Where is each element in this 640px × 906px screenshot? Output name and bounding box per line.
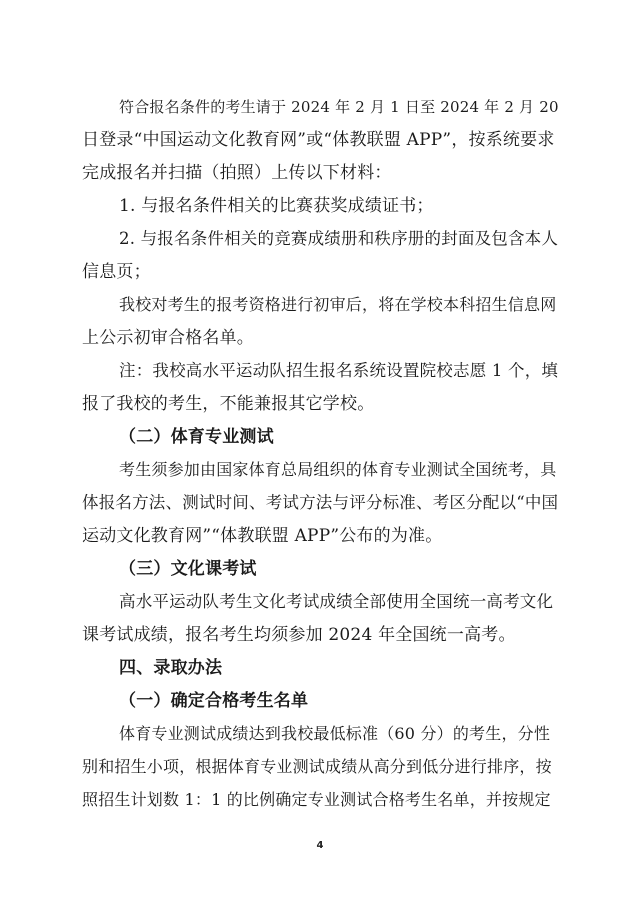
paragraph-sports-test-line-2: 体报名方法、测试时间、考试方法与评分标准、考区分配以“中国 [82, 493, 559, 512]
paragraph-registration-line-3: 完成报名并扫描（拍照）上传以下材料： [82, 163, 392, 183]
paragraph-registration-line-2: 日登录“中国运动文化教育网”或“体教联盟 APP”，按系统要求 [82, 130, 555, 150]
paragraph-sports-test-line-3: 运动文化教育网”“体教联盟 APP”公布的为准。 [82, 526, 443, 546]
paragraph-culture-exam-line-1: 高水平运动队考生文化考试成绩全部使用全国统一高考文化 [119, 592, 554, 611]
subheading-qualified-list: （一）确定合格考生名单 [119, 691, 309, 711]
paragraph-review-line-2: 上公示初审合格名单。 [82, 328, 254, 348]
list-item-2-line-2: 信息页； [82, 262, 151, 282]
paragraph-review-line-1: 我校对考生的报考资格进行初审后，将在学校本科招生信息网 [119, 295, 557, 314]
list-item-1: 1. 与报名条件相关的比赛获奖成绩证书； [119, 196, 434, 216]
paragraph-qualified-line-1: 体育专业测试成绩达到我校最低标准（60 分）的考生，分性 [119, 724, 551, 743]
paragraph-qualified-line-3: 照招生计划数 1：1 的比例确定专业测试合格考生名单，并按规定 [82, 790, 551, 809]
subheading-sports-test: （二）体育专业测试 [119, 427, 274, 447]
note-line-1: 注：我校高水平运动队招生报名系统设置院校志愿 1 个，填 [119, 361, 559, 380]
subheading-culture-exam: （三）文化课考试 [119, 559, 257, 579]
paragraph-qualified-line-2: 别和招生小项，根据体育专业测试成绩从高分到低分进行排序，按 [82, 757, 552, 776]
paragraph-culture-exam-line-2: 课考试成绩，报名考生均须参加 2024 年全国统一高考。 [82, 625, 516, 645]
heading-admission-method: 四、录取办法 [119, 658, 223, 678]
list-item-2-line-1: 2. 与报名条件相关的竞赛成绩册和秩序册的封面及包含本人 [119, 229, 559, 248]
note-line-2: 报了我校的考生，不能兼报其它学校。 [82, 394, 375, 414]
paragraph-sports-test-line-1: 考生须参加由国家体育总局组织的体育专业测试全国统考，具 [119, 460, 557, 479]
page-number: 4 [316, 840, 324, 851]
paragraph-registration-line-1: 符合报名条件的考生请于 2024 年 2 月 1 日至 2024 年 2 月 20 [119, 98, 559, 116]
